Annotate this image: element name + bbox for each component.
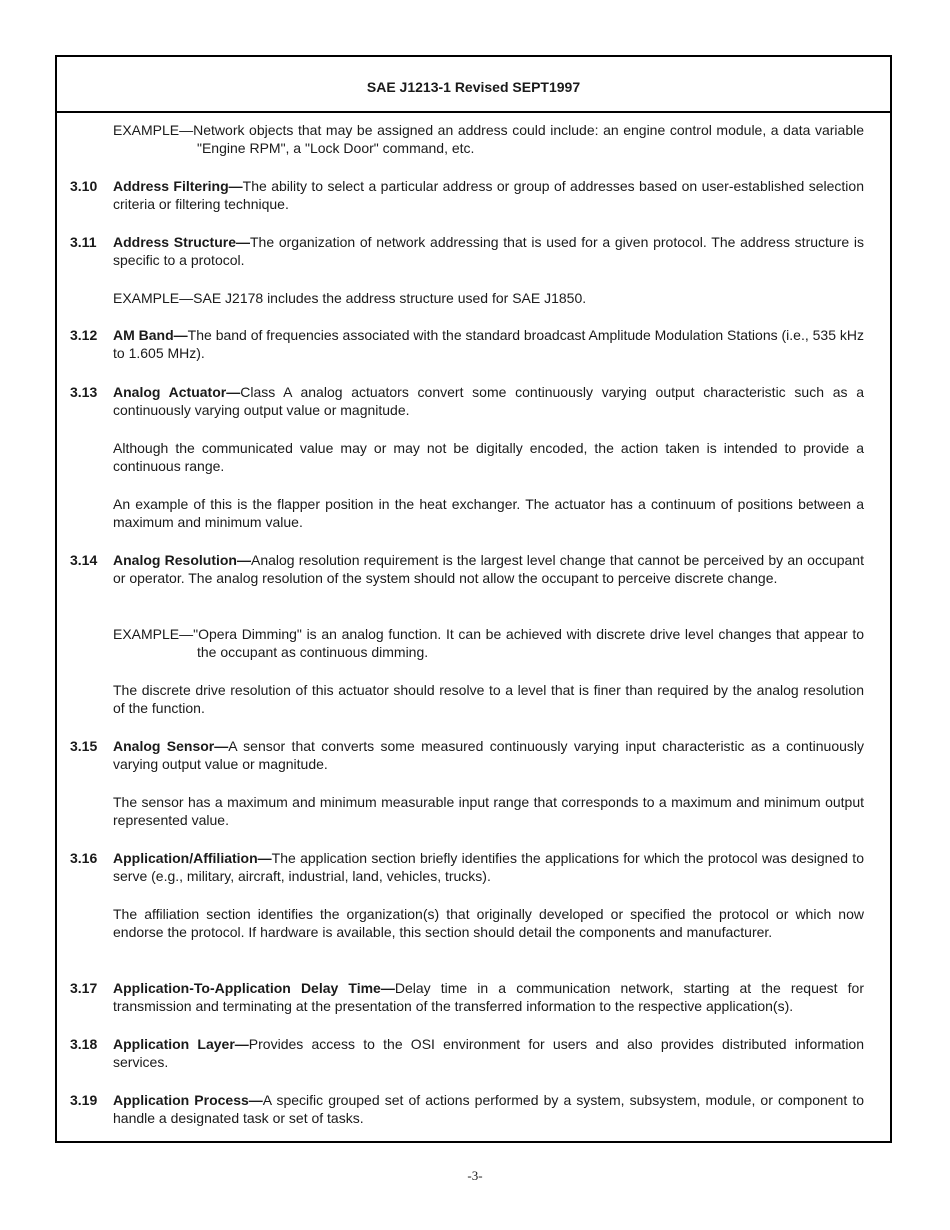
example-paragraph: EXAMPLE—"Opera Dimming" is an analog function. It can be achieved with discrete drive level changes that appear to the occupant as continuous dimming. bbox=[113, 626, 864, 661]
body-paragraph: Although the communicated value may or may not be digitally encoded, the action taken is intended to provide a continuous range. bbox=[113, 440, 864, 475]
definition-paragraph bbox=[113, 849, 864, 886]
body-paragraph: The discrete drive resolution of this actuator should resolve to a level that is finer than required by the analog resolution of the function. bbox=[113, 682, 864, 717]
example-paragraph: EXAMPLE—SAE J2178 includes the address structure used for SAE J1850. bbox=[113, 290, 587, 306]
definition-paragraph bbox=[113, 979, 864, 1016]
page-number: -3- bbox=[467, 1168, 483, 1183]
term: Analog Resolution— bbox=[113, 552, 251, 568]
example-paragraph: EXAMPLE—Network objects that may be assigned an address could include: an engine control module, a data variable "Engine RPM", a "Lock Door" command, etc. bbox=[113, 122, 864, 157]
definition-text: Analog resolution requirement is the largest level change that cannot be perceived by an occupant or operator. The analog resolution of the system should not allow the occupant to perceive discrete change. bbox=[113, 552, 864, 587]
term: Application-To-Application Delay Time— bbox=[113, 980, 395, 996]
section-number: 3.12 bbox=[70, 327, 98, 343]
section-number: 3.19 bbox=[70, 1092, 98, 1108]
section-number: 3.18 bbox=[70, 1036, 98, 1052]
section-number: 3.17 bbox=[70, 980, 98, 996]
definition-paragraph bbox=[113, 1035, 864, 1072]
definition-paragraph bbox=[113, 737, 864, 774]
body-paragraph: An example of this is the flapper position in the heat exchanger. The actuator has a continuum of positions between a maximum and minimum value. bbox=[113, 496, 864, 531]
definition-text: A sensor that converts some measured continuously varying input characteristic as a continuously varying output value or magnitude. bbox=[113, 738, 865, 773]
definition-paragraph bbox=[113, 233, 864, 270]
definition-text: Provides access to the OSI environment for users and also provides distributed information services. bbox=[113, 1036, 865, 1071]
page-header bbox=[57, 57, 890, 113]
section-number: 3.13 bbox=[70, 384, 98, 400]
definition-text: The ability to select a particular address or group of addresses based on user-established selection criteria or filtering technique. bbox=[113, 178, 864, 213]
section-number: 3.16 bbox=[70, 850, 98, 866]
definition-paragraph bbox=[113, 326, 864, 363]
term: Analog Sensor— bbox=[113, 738, 229, 754]
definition-text: The organization of network addressing that is used for a given protocol. The address structure is specific to a protocol. bbox=[113, 234, 864, 269]
section-number: 3.15 bbox=[70, 738, 98, 754]
definition-paragraph bbox=[113, 1091, 864, 1128]
definition-paragraph bbox=[113, 551, 864, 588]
definition-paragraph bbox=[113, 383, 864, 420]
page-frame bbox=[55, 55, 892, 1143]
definition-text: Delay time in a communication network, starting at the request for transmission and terminating at the presentation of the transferred information to the respective application(s). bbox=[113, 980, 865, 1015]
section-number: 3.10 bbox=[70, 178, 98, 194]
term: Analog Actuator— bbox=[113, 384, 241, 400]
term: AM Band— bbox=[113, 327, 188, 343]
definition-text: Class A analog actuators convert some continuously varying output characteristic such as a continuously varying output value or magnitude. bbox=[113, 384, 864, 419]
term: Application Process— bbox=[113, 1092, 263, 1108]
term: Address Filtering— bbox=[113, 178, 243, 194]
body-paragraph: The affiliation section identifies the organization(s) that originally developed or specified the protocol or which now endorse the protocol. If hardware is available, this section should detail the components and manufacturer. bbox=[113, 906, 864, 941]
body-paragraph: The sensor has a maximum and minimum measurable input range that corresponds to a maximum and minimum output represented value. bbox=[113, 794, 864, 829]
definition-text: The band of frequencies associated with the standard broadcast Amplitude Modulation Stations (i.e., 535 kHz to 1.605 MHz). bbox=[113, 327, 864, 362]
document-title: SAE J1213-1 Revised SEPT1997 bbox=[366, 79, 581, 95]
definition-paragraph bbox=[113, 177, 864, 214]
term: Address Structure— bbox=[113, 234, 250, 250]
section-number: 3.14 bbox=[70, 552, 98, 568]
term: Application Layer— bbox=[113, 1036, 249, 1052]
definition-text: The application section briefly identifies the applications for which the protocol was designed to serve (e.g., military, aircraft, industrial, land, vehicles, trucks). bbox=[113, 850, 864, 885]
section-number: 3.11 bbox=[70, 234, 97, 250]
term: Application/Affiliation— bbox=[113, 850, 272, 866]
definition-text: A specific grouped set of actions performed by a system, subsystem, module, or component to handle a designated task or set of tasks. bbox=[113, 1092, 864, 1127]
